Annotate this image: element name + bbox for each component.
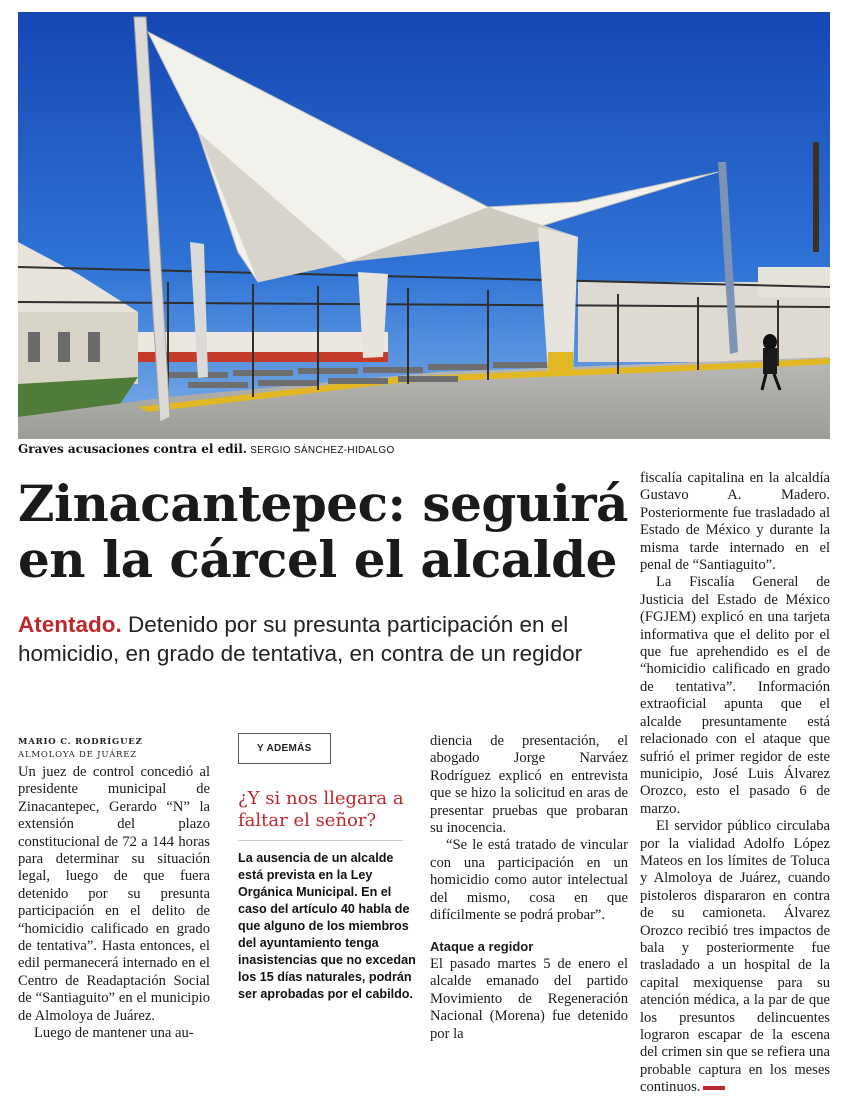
- article-photo: [18, 12, 830, 439]
- byline: [18, 736, 218, 762]
- article-column-4: [640, 470, 830, 1097]
- sidebar-box: [238, 733, 416, 1003]
- caption-text: Graves acusaciones contra el edil.: [18, 442, 247, 456]
- article-column-3: [430, 733, 628, 1043]
- sidebar-title: ¿Y si nos llegara a faltar el señor?: [238, 788, 404, 831]
- subheading: Ataque a regidor: [430, 939, 534, 955]
- paragraph: fiscalía capitalina en la alcaldía Gustavo A. Madero. Posteriormente fue trasladado al Estado de México y durante la misma tarde internado en el penal de “Santiaguito”.: [640, 470, 830, 574]
- byline-place: ALMOLOYA DE JUÁREZ: [18, 750, 137, 760]
- deck-text: Detenido por su presunta participación en el homicidio, en grado de tentativa, en contra de un regidor: [18, 612, 583, 666]
- paragraph: Un juez de control concedió al presidente municipal de Zinacantepec, Gerardo “N” la extensión del plazo constitucional de 72 a 144 horas para determinar su situación legal, luego de que fuera detenido por su presunta participación en el delito de “homicidio calificado en grado de tentativa”. Hasta entonces, el edil permanecerá internado en el Centro de Readaptación Social de “Santiaguito” en el municipio de Almoloya de Juárez.: [18, 764, 210, 1024]
- paragraph: La Fiscalía General de Justicia del Estado de México (FGJEM) explicó en una tarjeta informativa que el delito por el que fue aprehendido es el de “homicidio calificado en grado de tentativa”. Información extraoficial apunta que el alcalde presuntamente está relacionado con el ataque que sufrió el primer regidor de este municipio, José Luis Álvarez Orozco, esto el pasado 6 de marzo.: [640, 574, 830, 817]
- paragraph: [640, 818, 830, 1097]
- prison-yard-image: [18, 12, 830, 439]
- photo-caption: [18, 442, 830, 456]
- deck: [18, 610, 633, 668]
- paragraph-text: El servidor público circulaba por la vialidad Adolfo López Mateos en los límites de Toluca y Almoloya de Juárez, cuando pistoleros dispararon en contra de su camioneta. Álvarez Orozco recibió tres impactos de bala y posteriormente fue trasladado a un hospital de la capital mexiquense para su atención médica, a la par de que los presuntos delincuentes lograron escapar de la escena del crimen sin que se refiera una probable captura en los meses continuos.: [640, 818, 830, 1096]
- paragraph: El pasado martes 5 de enero el alcalde emanado del partido Movimiento de Regeneración Nacional (Morena) fue detenido por la: [430, 955, 628, 1042]
- byline-author: MARIO C. RODRÍGUEZ: [18, 737, 143, 747]
- end-mark: [703, 1086, 725, 1090]
- photo-credit: SERGIO SÁNCHEZ-HIDALGO: [250, 445, 395, 456]
- paragraph: diencia de presentación, el abogado Jorge Narváez Rodríguez explicó en entrevista que se hizo la solicitud en aras de presentar pruebas que probaran su inocencia.: [430, 733, 628, 837]
- sidebar-body: La ausencia de un alcalde está prevista en la Ley Orgánica Municipal. En el caso del artículo 40 habla de que alguno de los miembros del ayuntamiento tenga inasistencias que no excedan los 15 días naturales, podrán ser aprobadas por el cabildo.: [238, 851, 416, 1001]
- paragraph: Luego de mantener una au-: [34, 1025, 194, 1042]
- headline: Zinacantepec: seguirá en la cárcel el alcalde: [18, 474, 628, 589]
- sidebar-badge: Y ADEMÁS: [238, 733, 331, 764]
- sidebar-divider: [238, 840, 403, 841]
- paragraph: “Se le está tratado de vincular con una participación en un homicidio como autor intelectual del mismo, cosa en que difícilmente se podrá probar”.: [430, 837, 628, 924]
- deck-kicker: Atentado.: [18, 612, 122, 637]
- article-column-1: [18, 764, 210, 1043]
